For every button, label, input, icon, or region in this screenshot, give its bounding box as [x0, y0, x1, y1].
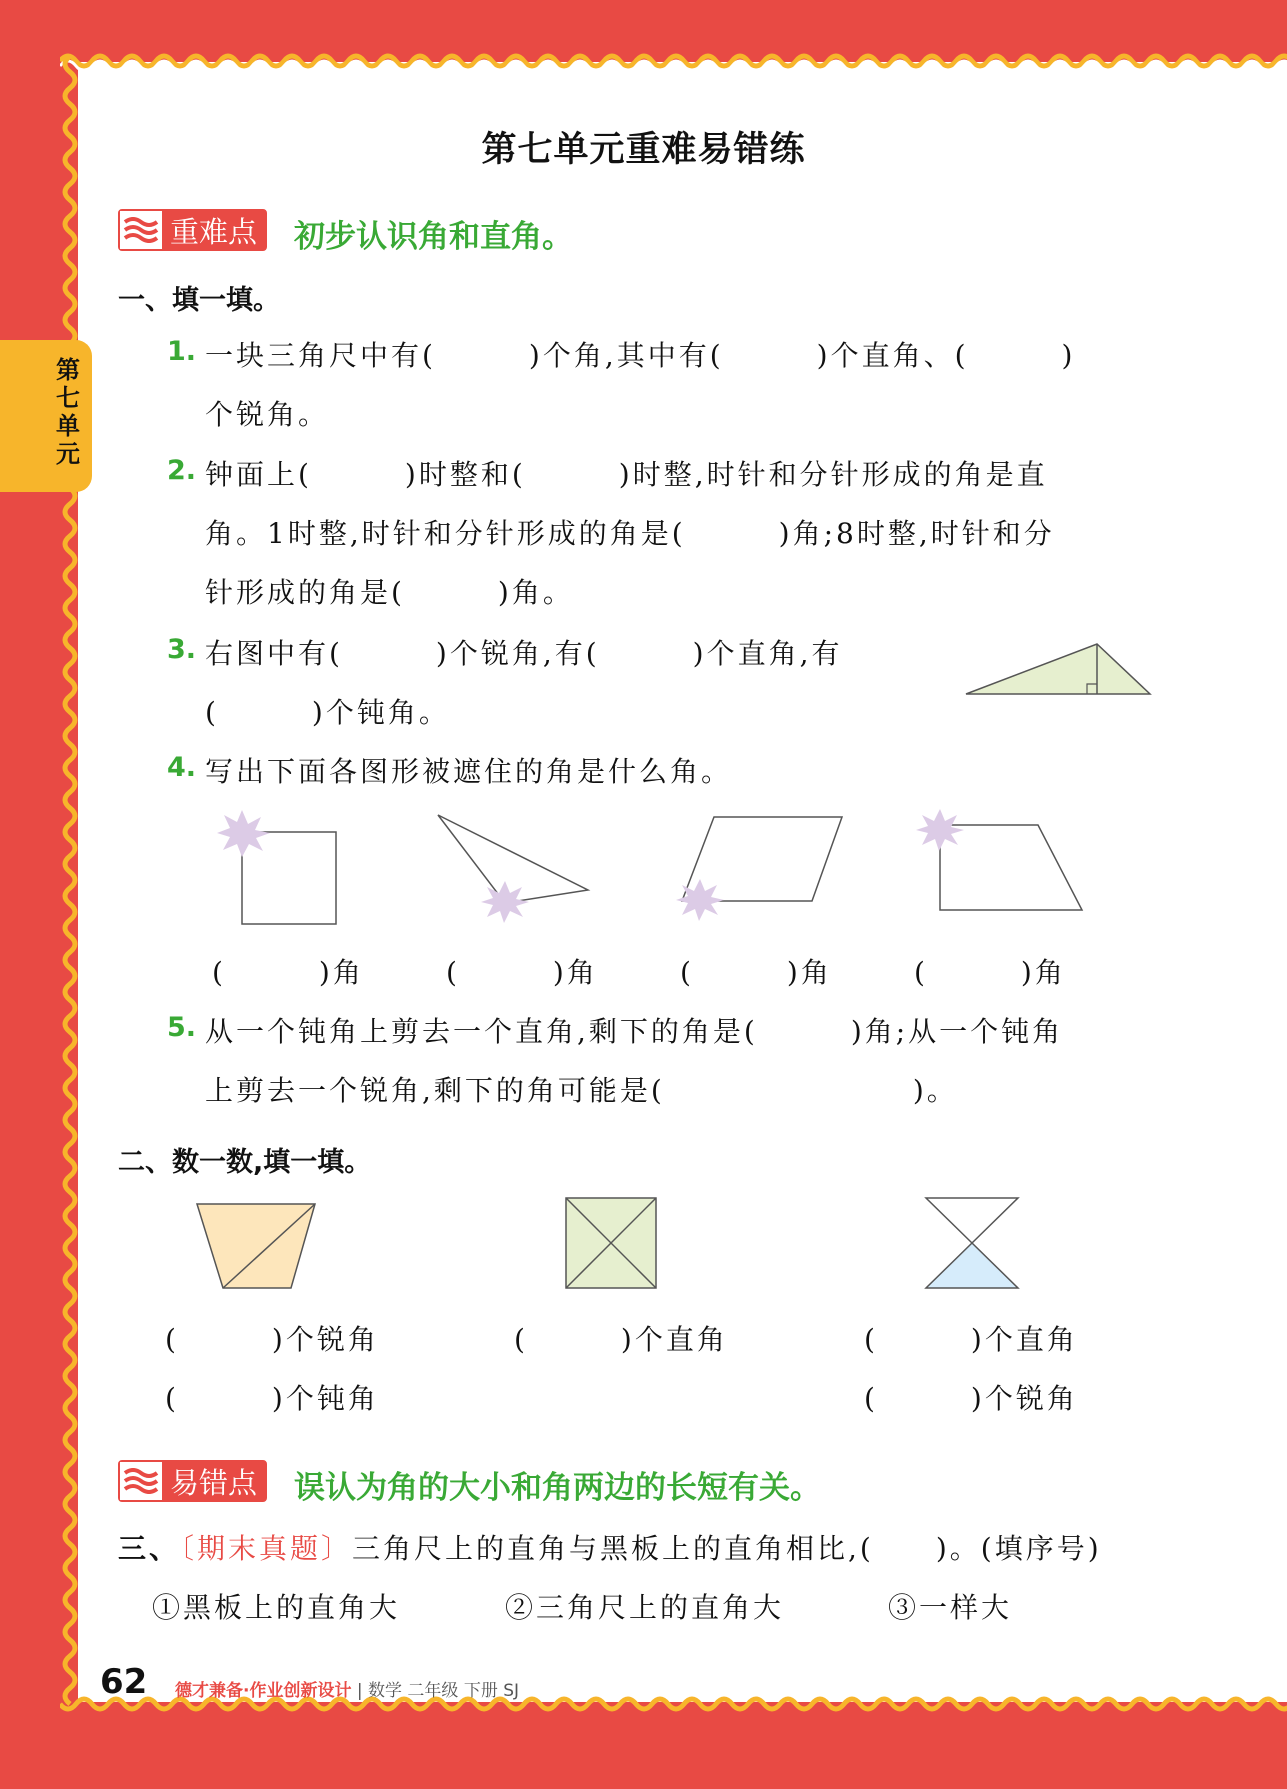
- q2-line2: 角。1时整,时针和分针形成的角是( )角;8时整,时针和分: [205, 517, 1055, 550]
- s3-option-1: ①黑板上的直角大: [152, 1591, 401, 1624]
- q2-number: 2.: [167, 455, 197, 486]
- footer-term: 下册: [463, 1681, 498, 1701]
- section-three-text: 三角尺上的直角与黑板上的直角相比,( )。(填序号): [352, 1532, 1102, 1565]
- cover-splash-icon: [481, 881, 529, 923]
- q4-square-figure: [215, 805, 345, 930]
- q5-number: 5.: [167, 1012, 197, 1043]
- unit-side-tab: [0, 340, 92, 492]
- cover-splash-icon: [916, 809, 964, 851]
- q3-number: 3.: [167, 634, 197, 665]
- cover-splash-icon: [676, 879, 724, 921]
- q5-line1: 从一个钝角上剪去一个直角,剩下的角是( )角;从一个钝角: [205, 1015, 1064, 1048]
- q1-line1: 一块三角尺中有( )个角,其中有( )个直角、( ): [205, 339, 1076, 372]
- error-point-heading: 误认为角的大小和角两边的长短有关。: [294, 1470, 821, 1506]
- q1-number: 1.: [167, 336, 197, 367]
- q2-line3: 针形成的角是( )角。: [205, 576, 574, 609]
- s2-col1-line1: ( )个锐角: [165, 1323, 379, 1356]
- section-three-line: [118, 1527, 1102, 1567]
- footer-grade: 二年级: [407, 1681, 459, 1701]
- s2-col1-line2: ( )个钝角: [165, 1382, 379, 1415]
- footer-info: 德才兼备·作业创新设计 | 数学 二年级 下册 SJ: [175, 1681, 520, 1701]
- q1-line2: 个锐角。: [205, 398, 330, 431]
- q3-line2: ( )个钝角。: [205, 696, 450, 729]
- wavy-border-left: [56, 56, 80, 1706]
- exam-tag: 〔期末真题〕: [180, 1532, 353, 1565]
- key-point-tag: [118, 209, 267, 251]
- q4-answer-4: ( )角: [914, 956, 1066, 989]
- unit-side-tab-label: 第七单元: [56, 356, 80, 468]
- error-point-label: 易错点: [162, 1462, 265, 1500]
- cover-splash-icon: [217, 810, 270, 857]
- s3-option-3: ③一样大: [888, 1591, 1013, 1624]
- q4-answer-2: ( )角: [446, 956, 598, 989]
- s3-option-2: ②三角尺上的直角大: [505, 1591, 785, 1624]
- q4-parallelogram-figure: [672, 805, 850, 930]
- error-point-tag: [118, 1460, 267, 1502]
- q4-line1: 写出下面各图形被遮住的角是什么角。: [205, 755, 733, 788]
- q4-triangle-figure: [430, 805, 600, 930]
- page-number: 62: [100, 1662, 148, 1702]
- q3-line1: 右图中有( )个锐角,有( )个直角,有: [205, 637, 843, 670]
- footer-subject: 数学: [368, 1681, 403, 1701]
- page-title: 第七单元重难易错练: [481, 130, 806, 170]
- q4-number: 4.: [167, 752, 197, 783]
- s2-square-x-figure: [562, 1194, 660, 1292]
- s2-col3-line1: ( )个直角: [864, 1323, 1078, 1356]
- wave-lines-icon: [120, 211, 162, 249]
- q5-line2: 上剪去一个锐角,剩下的角可能是( )。: [205, 1074, 958, 1107]
- section-one-heading: 一、填一填。: [118, 285, 280, 316]
- s2-col2-line1: ( )个直角: [514, 1323, 728, 1356]
- key-point-label: 重难点: [162, 211, 265, 249]
- wave-lines-icon: [120, 1462, 162, 1500]
- q3-triangle-figure: [960, 640, 1156, 700]
- q2-line1: 钟面上( )时整和( )时整,时针和分针形成的角是直: [205, 458, 1048, 491]
- q4-answer-1: ( )角: [212, 956, 364, 989]
- footer-brand: 德才兼备·作业创新设计: [175, 1681, 352, 1701]
- section-three-prefix: 三、: [118, 1532, 181, 1565]
- s2-col3-line2: ( )个锐角: [864, 1382, 1078, 1415]
- footer-edition: SJ: [503, 1681, 520, 1701]
- section-two-heading: 二、数一数,填一填。: [118, 1147, 372, 1178]
- key-point-heading: 初步认识角和直角。: [294, 219, 573, 255]
- wavy-border-top: [60, 50, 1287, 72]
- s2-hourglass-figure: [922, 1194, 1022, 1292]
- q4-trapezoid-figure: [910, 805, 1088, 930]
- s2-trapezoid-figure: [195, 1200, 320, 1295]
- q4-answer-3: ( )角: [680, 956, 832, 989]
